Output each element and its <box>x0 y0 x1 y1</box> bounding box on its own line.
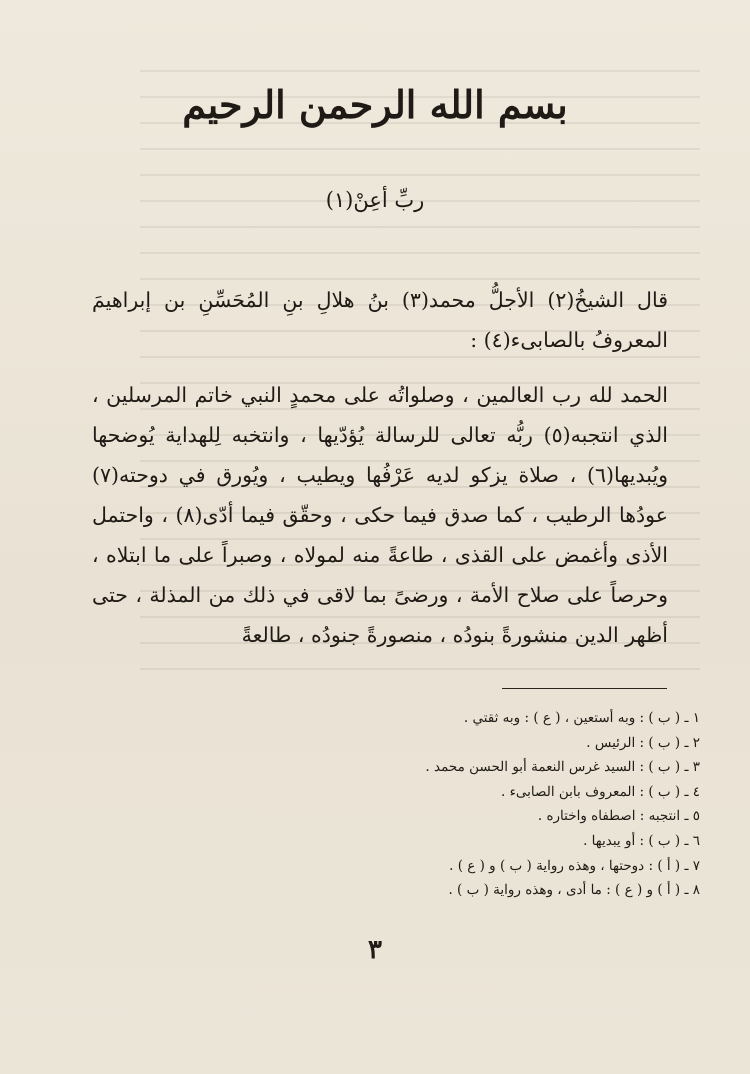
footnote: ٢ ـ ( ب ) : الرئيس . <box>586 734 700 751</box>
footnote: ٧ ـ ( أ ) : دوحتها ، وهذه رواية ( ب ) و ( ع ) . <box>449 857 700 874</box>
basmala-heading: بسم الله الرحمن الرحيم <box>182 82 568 127</box>
footnote: ١ ـ ( ب ) : وبه أستعين ، ( ع ) : وبه ثقتي . <box>463 710 700 726</box>
main-paragraph: الحمد لله رب العالمين ، وصلواتُه على محمدٍ النبي خاتم المرسلين ، الذي انتجبه(٥) ربُّه تعالى للرسالة يُؤدّيها ، وانتخبه لِلهداية يُوضحها ويُبديها(٦) ، صلاة يزكو لديه عَرْفُها ويطيب ، ويُورق في دوحته(٧) عودُها الرطيب ، كما صدق فيما حكى ، وحقّق فيما أدّى(٨) ، واحتمل الأذى وأغمض على القذى ، طاعةً منه لمولاه ، وصبراً على ما ابتلاه ، وحرصاً على صلاح الأمة ، ورضىً بما لاقى في ذلك من المذلة ، حتى أظهر الدين منشورةً بنودُه ، منصورةً جنودُه ، طالعةً <box>92 383 668 647</box>
footnote: ٦ ـ ( ب ) : أو يبديها . <box>583 832 700 849</box>
page-number: ٣ <box>368 935 382 965</box>
invocation-line: ربِّ أعِنْ(١) <box>325 188 425 212</box>
footnote: ٣ ـ ( ب ) : السيد غرس النعمة أبو الحسن محمد . <box>425 759 700 776</box>
footnote: ٨ ـ ( أ ) و ( ع ) : ما أدى ، وهذه رواية ( ب ) . <box>448 882 700 899</box>
intro-paragraph: قال الشيخُ(٢) الأجلُّ محمد(٣) بنُ هلالِ بنِ المُحَسِّنِ بن إبراهيمَ المعروفُ بالصابىء(٤) : <box>92 288 668 352</box>
footnote: ٤ ـ ( ب ) : المعروف بابن الصابىء . <box>500 783 700 800</box>
footnote-separator <box>502 688 667 689</box>
footnotes <box>100 706 700 903</box>
footnote: ٥ ـ انتجبه : اصطفاه واختاره . <box>537 808 700 825</box>
